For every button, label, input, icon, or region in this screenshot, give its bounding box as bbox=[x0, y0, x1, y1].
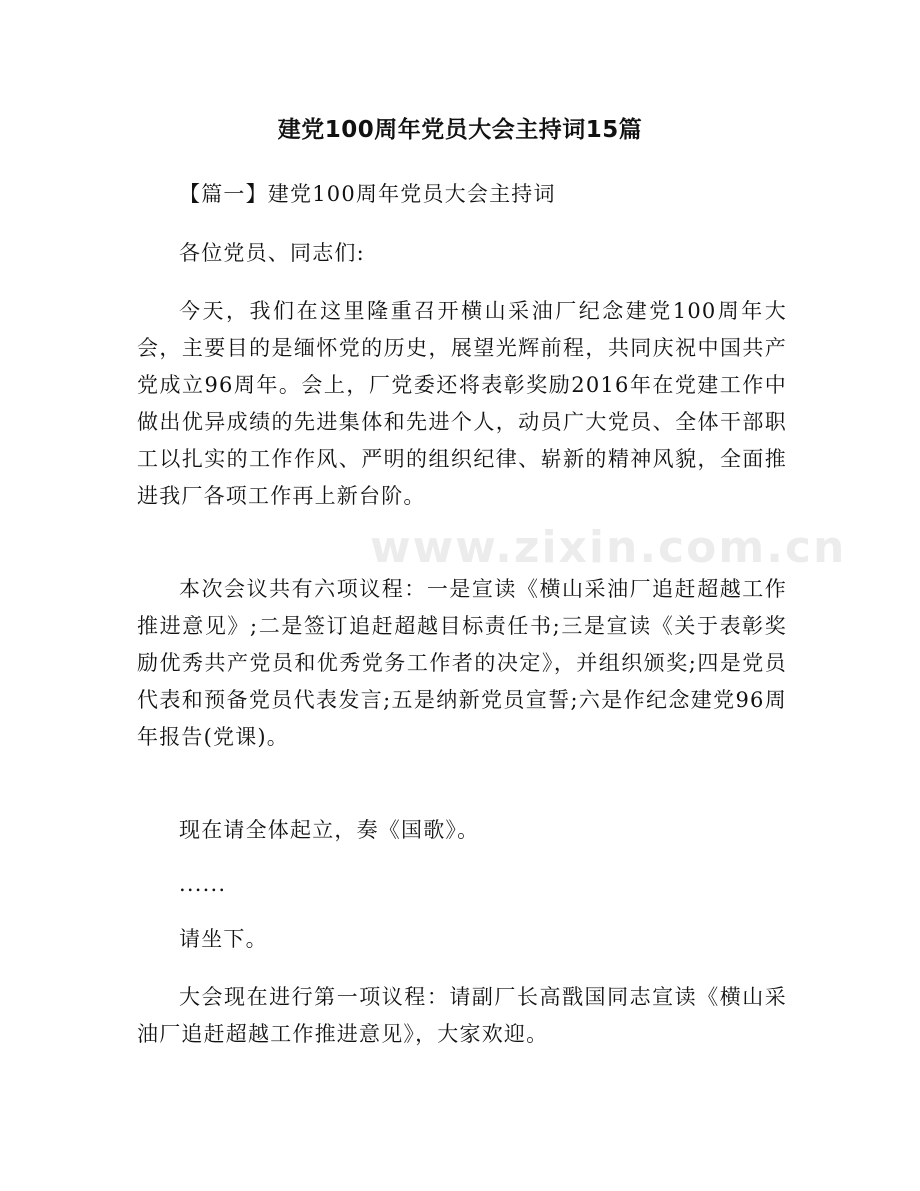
paragraph-anthem: 现在请全体起立，奏《国歌》。 bbox=[179, 818, 480, 842]
paragraph-ellipsis: ...... bbox=[179, 872, 227, 896]
section-heading: 【篇一】建党100周年党员大会主持词 bbox=[179, 182, 556, 206]
paragraph-agenda: 本次会议共有六项议程：一是宣读《横山采油厂追赶超越工作推进意见》;二是签订追赶超越目标责任书;三是宣读《关于表彰奖励优秀共产党员和优秀党务工作者的决定》，并组织颁奖;四是党员代表和预备党员代表发言;五是纳新党员宣誓;六是作纪念建党96周年报告(党课)。 bbox=[137, 577, 787, 749]
paragraph-opening: 今天，我们在这里隆重召开横山采油厂纪念建党100周年大会，主要目的是缅怀党的历史，展望光辉前程，共同庆祝中国共产党成立96周年。会上，厂党委还将表彰奖励2016年在党建工作中做出优异成绩的先进集体和先进个人，动员广大党员、全体干部职工以扎实的工作作风、严明的组织纪律、崭新的精神风貌，全面推进我厂各项工作再上新台阶。 bbox=[137, 299, 787, 508]
paragraph-sit-down: 请坐下。 bbox=[179, 927, 268, 951]
watermark-text: www.zixin.com.cn bbox=[370, 522, 847, 573]
salutation: 各位党员、同志们: bbox=[179, 241, 365, 265]
document-title: 建党100周年党员大会主持词15篇 bbox=[277, 117, 643, 143]
paragraph-first-agenda: 大会现在进行第一项议程：请副厂长高戬国同志宣读《横山采油厂追赶超越工作推进意见》，大家欢迎。 bbox=[137, 985, 787, 1046]
